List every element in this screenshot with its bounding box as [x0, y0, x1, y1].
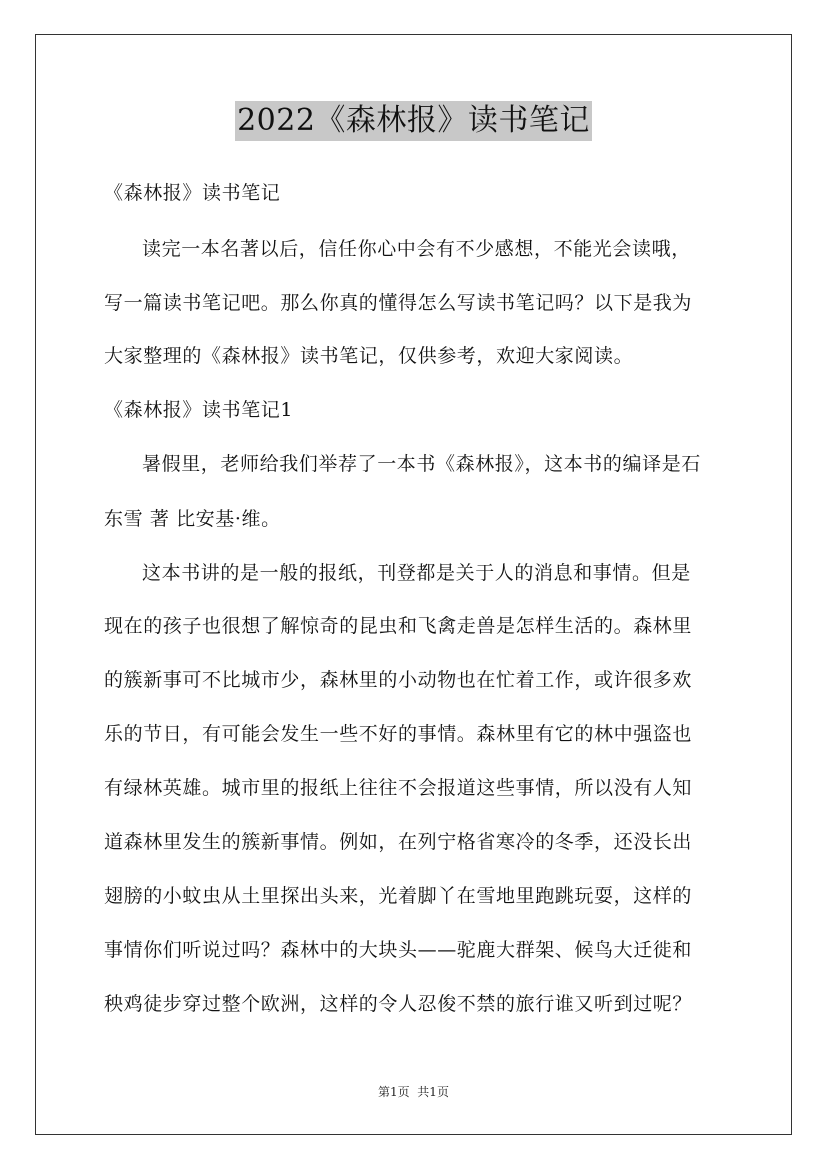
paragraph-line: 乐的节日，有可能会发生一些不好的事情。森林里有它的林中强盗也 [104, 723, 693, 745]
paragraph-line: 暑假里，老师给我们举荐了一本书《森林报》，这本书的编译是石 [142, 453, 701, 475]
title-container [0, 101, 827, 141]
paragraph-line: 写一篇读书笔记吧。那么你真的懂得怎么写读书笔记吗？以下是我为 [104, 292, 693, 314]
paragraph-line: 道森林里发生的簇新事情。例如，在列宁格省寒冷的冬季，还没长出 [104, 831, 693, 853]
page-footer: 第1页 共1页 [378, 1085, 449, 1099]
paragraph-line: 这本书讲的是一般的报纸，刊登都是关于人的消息和事情。但是 [142, 562, 691, 584]
paragraph-line: 现在的孩子也很想了解惊奇的昆虫和飞禽走兽是怎样生活的。森林里 [104, 615, 693, 637]
section-heading: 《森林报》读书笔记1 [104, 399, 294, 421]
paragraph-line: 大家整理的《森林报》读书笔记，仅供参考，欢迎大家阅读。 [104, 345, 634, 367]
paragraph-line: 的簇新事可不比城市少，森林里的小动物也在忙着工作，或许很多欢 [104, 669, 693, 691]
section-heading: 《森林报》读书笔记 [104, 182, 281, 204]
paragraph-line: 翅膀的小蚊虫从土里探出头来，光着脚丫在雪地里跑跳玩耍，这样的 [104, 885, 693, 907]
paragraph-line: 东雪 著 比安基·维。 [104, 508, 281, 530]
document-title: 2022《森林报》读书笔记 [235, 101, 592, 141]
paragraph-line: 事情你们听说过吗？森林中的大块头——驼鹿大群架、候鸟大迁徙和 [104, 939, 693, 961]
paragraph-line: 读完一本名著以后，信任你心中会有不少感想，不能光会读哦， [142, 238, 691, 260]
paragraph-line: 有绿林英雄。城市里的报纸上往往不会报道这些事情，所以没有人知 [104, 777, 693, 799]
paragraph-line: 秧鸡徒步穿过整个欧洲，这样的令人忍俊不禁的旅行谁又听到过呢？ [104, 993, 693, 1015]
